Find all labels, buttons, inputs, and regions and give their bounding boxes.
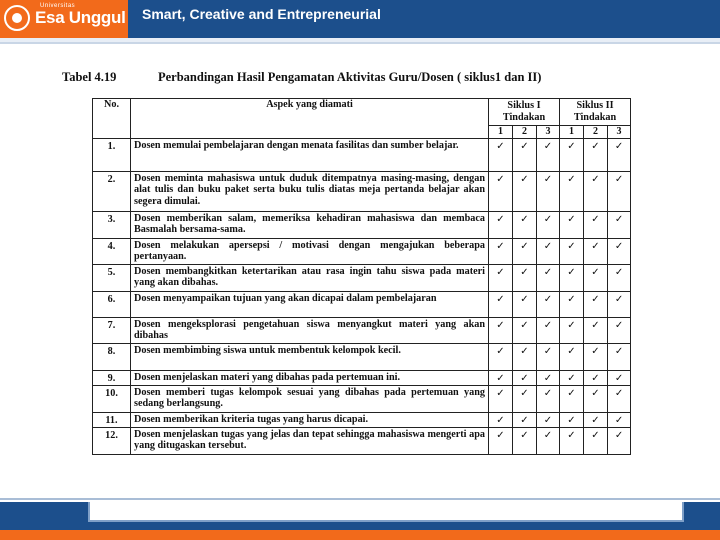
- table-row: [93, 212, 631, 239]
- check-mark-icon: ✓: [560, 172, 584, 212]
- row-number: 9.: [93, 371, 131, 386]
- check-mark-icon: ✓: [513, 428, 537, 455]
- header-no: No.: [93, 99, 131, 139]
- footer-divider: [0, 498, 720, 500]
- logo-small-text: Universitas: [40, 3, 76, 9]
- check-mark-icon: ✓: [489, 172, 513, 212]
- row-aspek: Dosen memulai pembelajaran dengan menata fasilitas dan sumber belajar.: [131, 139, 489, 172]
- check-mark-icon: ✓: [489, 371, 513, 386]
- check-mark-icon: ✓: [584, 172, 608, 212]
- row-aspek: Dosen memberikan salam, memeriksa kehadiran mahasiswa dan membaca Basmalah bersama-sama.: [131, 212, 489, 239]
- check-mark-icon: ✓: [608, 386, 631, 413]
- check-mark-icon: ✓: [513, 318, 537, 344]
- check-mark-icon: ✓: [608, 413, 631, 428]
- check-mark-icon: ✓: [513, 212, 537, 239]
- header-divider-shadow: [0, 42, 720, 44]
- table-number: Tabel 4.19: [62, 70, 117, 84]
- row-number: 10.: [93, 386, 131, 413]
- check-mark-icon: ✓: [584, 386, 608, 413]
- table-row: [93, 239, 631, 265]
- table-title: Perbandingan Hasil Pengamatan Aktivitas Guru/Dosen ( siklus1 dan II): [158, 70, 542, 84]
- check-mark-icon: ✓: [608, 371, 631, 386]
- check-mark-icon: ✓: [584, 265, 608, 292]
- check-mark-icon: ✓: [608, 292, 631, 318]
- check-mark-icon: ✓: [584, 212, 608, 239]
- table-row: [93, 292, 631, 318]
- check-mark-icon: ✓: [537, 428, 560, 455]
- logo-text: Esa Unggul: [35, 8, 126, 27]
- row-number: 7.: [93, 318, 131, 344]
- check-mark-icon: ✓: [537, 139, 560, 172]
- tagline: Smart, Creative and Entrepreneurial: [142, 6, 381, 22]
- check-mark-icon: ✓: [560, 386, 584, 413]
- row-aspek: Dosen meminta mahasiswa untuk duduk ditempatnya masing-masing, dengan alat tulis dan buku paket serta buku tulis diatas meja pertanda belajar akan segera dimulai.: [131, 172, 489, 212]
- check-mark-icon: ✓: [584, 371, 608, 386]
- check-mark-icon: ✓: [489, 344, 513, 371]
- footer-accent-strip: [0, 530, 720, 540]
- check-mark-icon: ✓: [513, 371, 537, 386]
- logo[interactable]: [0, 0, 128, 38]
- row-aspek: Dosen menjelaskan tugas yang jelas dan tepat sehingga mahasiswa mengerti apa yang ditugaskan tersebut.: [131, 428, 489, 455]
- row-number: 12.: [93, 428, 131, 455]
- check-mark-icon: ✓: [537, 239, 560, 265]
- check-mark-icon: ✓: [489, 318, 513, 344]
- check-mark-icon: ✓: [608, 318, 631, 344]
- check-mark-icon: ✓: [608, 428, 631, 455]
- check-mark-icon: ✓: [489, 212, 513, 239]
- check-mark-icon: ✓: [489, 239, 513, 265]
- table-row: [93, 386, 631, 413]
- row-number: 8.: [93, 344, 131, 371]
- header-row: [93, 99, 631, 126]
- observation-table-wrapper: [92, 98, 630, 455]
- check-mark-icon: ✓: [537, 413, 560, 428]
- observation-table: [92, 98, 631, 455]
- check-mark-icon: ✓: [537, 265, 560, 292]
- header-bar: [0, 0, 720, 38]
- check-mark-icon: ✓: [537, 371, 560, 386]
- check-mark-icon: ✓: [537, 292, 560, 318]
- row-aspek: Dosen menjelaskan materi yang dibahas pada pertemuan ini.: [131, 371, 489, 386]
- check-mark-icon: ✓: [537, 212, 560, 239]
- check-mark-icon: ✓: [489, 292, 513, 318]
- table-row: [93, 172, 631, 212]
- header-aspek: Aspek yang diamati: [131, 99, 489, 139]
- table-row: [93, 139, 631, 172]
- subheader-s1-3: 3: [537, 126, 560, 139]
- check-mark-icon: ✓: [489, 386, 513, 413]
- row-number: 1.: [93, 139, 131, 172]
- table-row: [93, 413, 631, 428]
- check-mark-icon: ✓: [584, 292, 608, 318]
- row-aspek: Dosen membimbing siswa untuk membentuk kelompok kecil.: [131, 344, 489, 371]
- header-siklus-2: Siklus II Tindakan: [560, 99, 631, 126]
- row-aspek: Dosen melakukan apersepsi / motivasi dengan mengajukan beberapa pertanyaan.: [131, 239, 489, 265]
- check-mark-icon: ✓: [537, 172, 560, 212]
- check-mark-icon: ✓: [584, 318, 608, 344]
- check-mark-icon: ✓: [560, 371, 584, 386]
- header-siklus-1: Siklus I Tindakan: [489, 99, 560, 126]
- check-mark-icon: ✓: [584, 428, 608, 455]
- subheader-s2-3: 3: [608, 126, 631, 139]
- check-mark-icon: ✓: [513, 344, 537, 371]
- logo-emblem-icon: [4, 5, 30, 31]
- check-mark-icon: ✓: [513, 386, 537, 413]
- row-aspek: Dosen membangkitkan ketertarikan atau rasa ingin tahu siswa pada materi yang akan dibahas.: [131, 265, 489, 292]
- check-mark-icon: ✓: [584, 344, 608, 371]
- subheader-s2-1: 1: [560, 126, 584, 139]
- row-number: 6.: [93, 292, 131, 318]
- check-mark-icon: ✓: [560, 318, 584, 344]
- check-mark-icon: ✓: [489, 428, 513, 455]
- check-mark-icon: ✓: [537, 318, 560, 344]
- row-aspek: Dosen memberi tugas kelompok sesuai yang dibahas pada pertemuan yang sedang berlangsung.: [131, 386, 489, 413]
- check-mark-icon: ✓: [560, 413, 584, 428]
- check-mark-icon: ✓: [608, 212, 631, 239]
- row-number: 4.: [93, 239, 131, 265]
- row-number: 5.: [93, 265, 131, 292]
- check-mark-icon: ✓: [513, 265, 537, 292]
- footer-tab: [88, 502, 684, 522]
- table-body: [93, 139, 631, 455]
- check-mark-icon: ✓: [584, 139, 608, 172]
- table-row: [93, 428, 631, 455]
- check-mark-icon: ✓: [489, 265, 513, 292]
- table-row: [93, 318, 631, 344]
- check-mark-icon: ✓: [560, 239, 584, 265]
- subheader-s1-1: 1: [489, 126, 513, 139]
- check-mark-icon: ✓: [489, 413, 513, 428]
- check-mark-icon: ✓: [584, 239, 608, 265]
- table-caption: [62, 70, 541, 85]
- check-mark-icon: ✓: [560, 139, 584, 172]
- check-mark-icon: ✓: [608, 344, 631, 371]
- table-row: [93, 344, 631, 371]
- row-number: 2.: [93, 172, 131, 212]
- check-mark-icon: ✓: [489, 139, 513, 172]
- check-mark-icon: ✓: [560, 428, 584, 455]
- check-mark-icon: ✓: [513, 413, 537, 428]
- check-mark-icon: ✓: [513, 139, 537, 172]
- check-mark-icon: ✓: [513, 292, 537, 318]
- check-mark-icon: ✓: [608, 239, 631, 265]
- check-mark-icon: ✓: [560, 265, 584, 292]
- subheader-s2-2: 2: [584, 126, 608, 139]
- row-aspek: Dosen memberikan kriteria tugas yang harus dicapai.: [131, 413, 489, 428]
- check-mark-icon: ✓: [537, 386, 560, 413]
- check-mark-icon: ✓: [537, 344, 560, 371]
- row-aspek: Dosen menyampaikan tujuan yang akan dicapai dalam pembelajaran: [131, 292, 489, 318]
- row-number: 11.: [93, 413, 131, 428]
- row-aspek: Dosen mengeksplorasi pengetahuan siswa menyangkut materi yang akan dibahas: [131, 318, 489, 344]
- table-row: [93, 265, 631, 292]
- check-mark-icon: ✓: [560, 212, 584, 239]
- row-number: 3.: [93, 212, 131, 239]
- check-mark-icon: ✓: [560, 292, 584, 318]
- check-mark-icon: ✓: [584, 413, 608, 428]
- check-mark-icon: ✓: [513, 172, 537, 212]
- check-mark-icon: ✓: [608, 265, 631, 292]
- check-mark-icon: ✓: [560, 344, 584, 371]
- check-mark-icon: ✓: [513, 239, 537, 265]
- check-mark-icon: ✓: [608, 139, 631, 172]
- check-mark-icon: ✓: [608, 172, 631, 212]
- subheader-s1-2: 2: [513, 126, 537, 139]
- table-row: [93, 371, 631, 386]
